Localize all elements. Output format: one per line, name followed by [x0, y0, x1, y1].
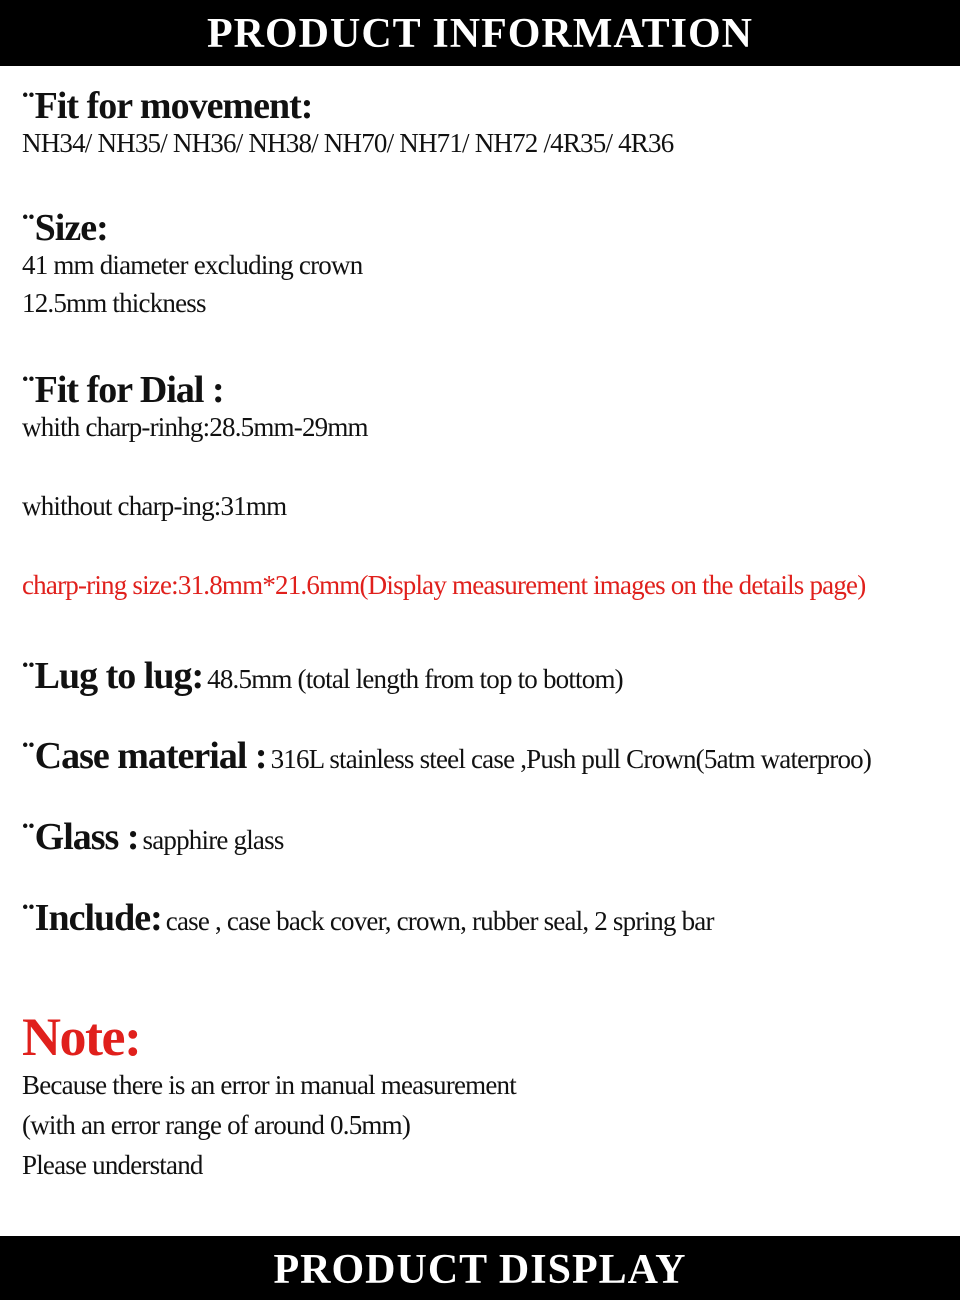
- include-value: case , case back cover, crown, rubber seal, 2 spring bar: [165, 906, 714, 936]
- lug-section: [22, 656, 950, 698]
- size-heading: [22, 208, 950, 250]
- product-display-banner: PRODUCT DISPLAY: [0, 1236, 960, 1300]
- glass-label: Glass :: [34, 816, 139, 858]
- movement-section: [22, 86, 950, 159]
- bullet-icon: ¨: [22, 897, 35, 939]
- dial-line-ring-size: charp-ring size:31.8mm*21.6mm(Display measurement images on the details page): [22, 569, 866, 600]
- dial-heading: [22, 370, 950, 412]
- include-heading: [22, 897, 162, 939]
- lug-value: 48.5mm (total length from top to bottom): [207, 664, 623, 694]
- glass-section: [22, 817, 950, 859]
- bullet-icon: ¨: [22, 655, 35, 697]
- include-section: [22, 898, 950, 940]
- include-label: Include:: [34, 897, 162, 939]
- lug-label: Lug to lug:: [34, 655, 204, 697]
- note-section: [22, 1007, 950, 1181]
- note-line-2: (with an error range of around 0.5mm): [22, 1110, 411, 1141]
- product-information-banner: PRODUCT INFORMATION: [0, 0, 960, 66]
- dial-label: Fit for Dial :: [34, 369, 224, 411]
- size-label: Size:: [34, 207, 108, 249]
- case-material-section: [22, 736, 950, 778]
- case-material-value: 316L stainless steel case ,Push pull Crown(5atm waterproo): [270, 744, 872, 774]
- movement-heading: [22, 86, 950, 128]
- movement-value: NH34/ NH35/ NH36/ NH38/ NH70/ NH71/ NH72 /4R35/ 4R36: [22, 127, 674, 158]
- bullet-icon: ¨: [22, 369, 35, 411]
- bullet-icon: ¨: [22, 207, 35, 249]
- bullet-icon: ¨: [22, 85, 35, 127]
- dial-line-with-ring: whith charp-rinhg:28.5mm-29mm: [22, 411, 368, 442]
- case-material-label: Case material :: [34, 735, 267, 777]
- dial-section: [22, 370, 950, 601]
- note-line-3: Please understand: [22, 1150, 203, 1181]
- lug-heading: [22, 655, 203, 697]
- size-line-diameter: 41 mm diameter excluding crown: [22, 249, 363, 280]
- size-line-thickness: 12.5mm thickness: [22, 287, 206, 318]
- glass-value: sapphire glass: [142, 825, 284, 855]
- case-material-heading: [22, 735, 267, 777]
- bullet-icon: ¨: [22, 735, 35, 777]
- movement-label: Fit for movement:: [34, 85, 313, 127]
- note-line-1: Because there is an error in manual measurement: [22, 1070, 516, 1100]
- size-section: [22, 208, 950, 319]
- dial-line-without-ring: whithout charp-ing:31mm: [22, 490, 287, 521]
- bullet-icon: ¨: [22, 816, 35, 858]
- glass-heading: [22, 816, 139, 858]
- note-title: Note:: [22, 1007, 141, 1067]
